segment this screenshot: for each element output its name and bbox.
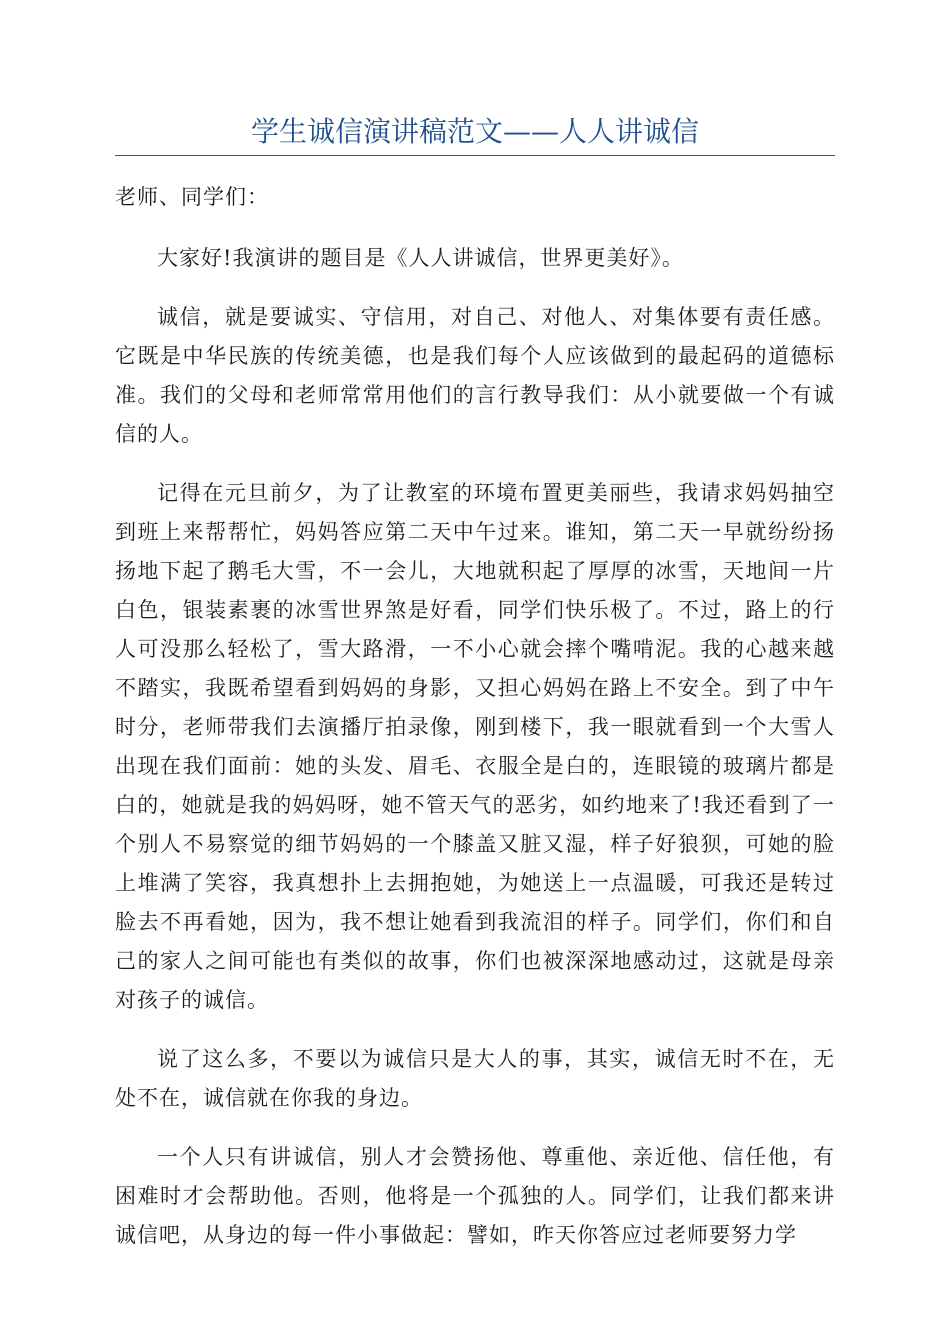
paragraph-story: 记得在元旦前夕，为了让教室的环境布置更美丽些，我请求妈妈抽空到班上来帮帮忙，妈妈答应第二天中午过来。谁知，第二天一早就纷纷扬扬地下起了鹅毛大雪，不一会儿，大地就积起了厚厚的冰雪，天地间一片白色，银装素裹的冰雪世界煞是好看，同学们快乐极了。不过，路上的行人可没那么轻松了，雪大路滑，一不小心就会摔个嘴啃泥。我的心越来越不踏实，我既希望看到妈妈的身影，又担心妈妈在路上不安全。到了中午时分，老师带我们去演播厅拍录像，刚到楼下，我一眼就看到一个大雪人出现在我们面前：她的头发、眉毛、衣服全是白的，连眼镜的玻璃片都是白的，她就是我的妈妈呀，她不管天气的恶劣，如约地来了!我还看到了一个别人不易察觉的细节妈妈的一个膝盖又脏又湿，样子好狼狈，可她的脸上堆满了笑容，我真想扑上去拥抱她，为她送上一点温暖，可我还是转过脸去不再看她，因为，我不想让她看到我流泪的样子。同学们，你们和自己的家人之间可能也有类似的故事，你们也被深深地感动过，这就是母亲对孩子的诚信。 [115, 481, 835, 1012]
paragraph-definition: 诚信，就是要诚实、守信用，对自己、对他人、对集体要有责任感。它既是中华民族的传统美德，也是我们每个人应该做到的最起码的道德标准。我们的父母和老师常常用他们的言行教导我们：从小就要做一个有诚信的人。 [115, 305, 835, 446]
paragraph-greeting: 大家好!我演讲的题目是《人人讲诚信，世界更美好》。 [157, 246, 684, 270]
document-body [115, 178, 835, 1275]
title-underline [115, 155, 835, 156]
paragraph-conclusion: 一个人只有讲诚信，别人才会赞扬他、尊重他、亲近他、信任他，有困难时才会帮助他。否则，他将是一个孤独的人。同学们，让我们都来讲诚信吧，从身边的每一件小事做起：譬如，昨天你答应过老师要努力学 [115, 1145, 835, 1247]
paragraph-everywhere: 说了这么多，不要以为诚信只是大人的事，其实，诚信无时不在，无处不在，诚信就在你我的身边。 [115, 1047, 835, 1110]
salutation: 老师、同学们： [115, 185, 269, 209]
document-title: 学生诚信演讲稿范文——人人讲诚信 [250, 115, 699, 148]
